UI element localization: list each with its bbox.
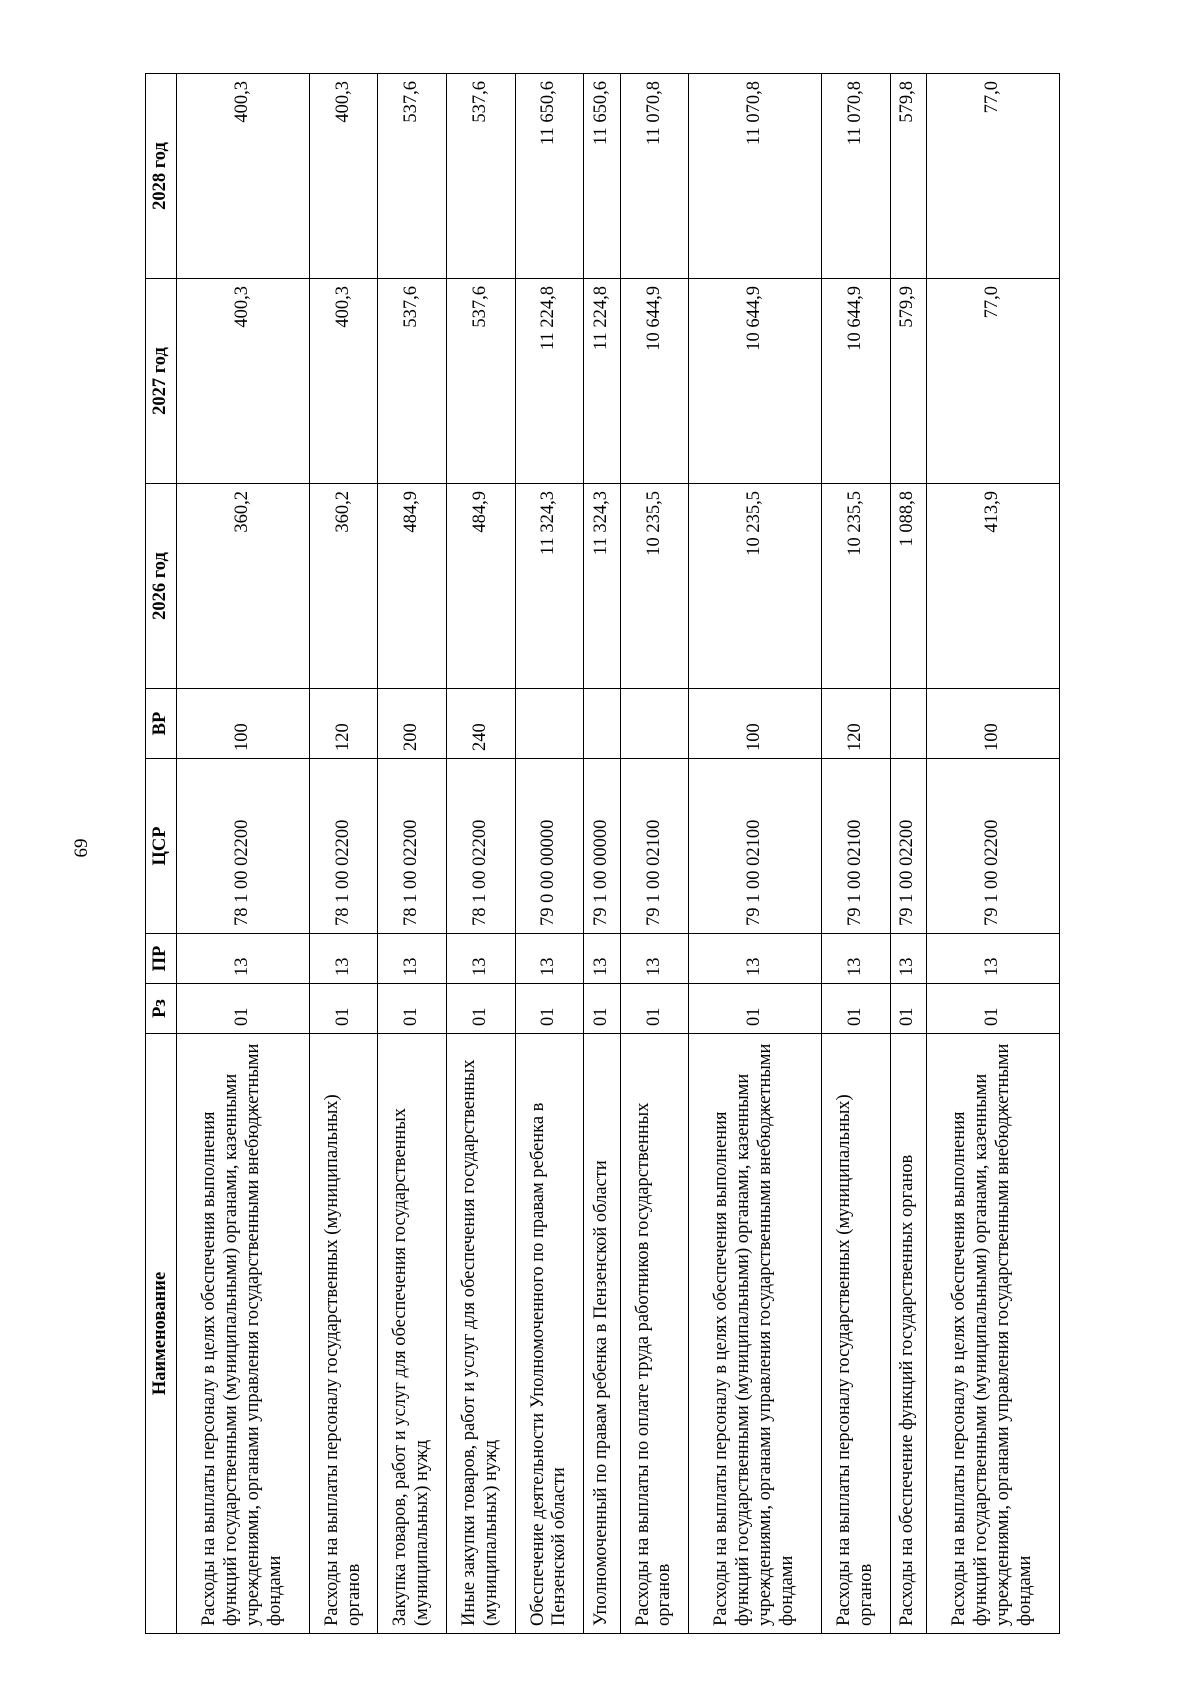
cell-pr: 13 [890,934,927,984]
cell-name: Расходы на выплаты по оплате труда работников государственных органов [620,1034,689,1634]
cell-2027: 11 224,8 [515,279,584,484]
table-row [378,74,447,1634]
cell-2026: 484,9 [446,484,515,689]
cell-2028: 537,6 [446,74,515,279]
cell-vr: 240 [446,689,515,759]
cell-pr: 13 [927,934,1060,984]
cell-rz: 01 [620,984,689,1034]
cell-2028: 579,8 [890,74,927,279]
cell-rz: 01 [890,984,927,1034]
cell-2028: 400,3 [177,74,310,279]
cell-name: Расходы на выплаты персоналу в целях обеспечения выполнения функций государственными (муниципальными) органами, казенными учреждениями, органами управления государственными внебюджетными фондами [689,1034,822,1634]
cell-2027: 10 644,9 [620,279,689,484]
table-row [689,74,822,1634]
table-row [822,74,891,1634]
cell-2026: 360,2 [177,484,310,689]
table-row [309,74,378,1634]
cell-vr: 120 [822,689,891,759]
cell-2027: 10 644,9 [822,279,891,484]
cell-2028: 77,0 [927,74,1060,279]
table-container [145,74,1060,1634]
cell-name: Обеспечение деятельности Уполномоченного по правам ребенка в Пензенской области [515,1034,584,1634]
cell-pr: 13 [584,934,621,984]
cell-name: Расходы на выплаты персоналу государственных (муниципальных) органов [822,1034,891,1634]
header-2026: 2026 год [146,484,177,689]
cell-rz: 01 [446,984,515,1034]
cell-vr: 200 [378,689,447,759]
cell-name: Иные закупки товаров, работ и услуг для обеспечения государственных (муниципальных) нужд [446,1034,515,1634]
cell-csr: 78 1 00 02200 [177,759,310,934]
cell-2027: 537,6 [446,279,515,484]
cell-2027: 11 224,8 [584,279,621,484]
header-csr: ЦСР [146,759,177,934]
cell-2028: 11 070,8 [822,74,891,279]
cell-2026: 11 324,3 [515,484,584,689]
cell-csr: 78 1 00 02200 [378,759,447,934]
cell-vr [584,689,621,759]
cell-name: Расходы на выплаты персоналу в целях обеспечения выполнения функций государственными (муниципальными) органами, казенными учреждениями, органами управления государственными внебюджетными фондами [927,1034,1060,1634]
cell-2026: 484,9 [378,484,447,689]
cell-rz: 01 [515,984,584,1034]
cell-rz: 01 [309,984,378,1034]
cell-pr: 13 [378,934,447,984]
cell-csr: 79 1 00 02200 [890,759,927,934]
cell-2027: 579,9 [890,279,927,484]
cell-2026: 11 324,3 [584,484,621,689]
cell-vr [620,689,689,759]
header-vr: ВР [146,689,177,759]
cell-2026: 10 235,5 [822,484,891,689]
cell-2028: 11 650,6 [515,74,584,279]
cell-2027: 400,3 [309,279,378,484]
cell-vr [890,689,927,759]
cell-2028: 537,6 [378,74,447,279]
cell-2026: 1 088,8 [890,484,927,689]
cell-csr: 78 1 00 02200 [309,759,378,934]
cell-pr: 13 [515,934,584,984]
cell-name: Расходы на выплаты персоналу в целях обеспечения выполнения функций государственными (муниципальными) органами, казенными учреждениями, органами управления государственными внебюджетными фондами [177,1034,310,1634]
cell-vr: 100 [927,689,1060,759]
budget-table [145,73,1060,1634]
cell-rz: 01 [689,984,822,1034]
cell-rz: 01 [584,984,621,1034]
cell-2028: 11 070,8 [620,74,689,279]
cell-2027: 77,0 [927,279,1060,484]
cell-vr: 100 [177,689,310,759]
cell-vr: 120 [309,689,378,759]
cell-2027: 400,3 [177,279,310,484]
cell-2027: 537,6 [378,279,447,484]
table-row [927,74,1060,1634]
page-number: 69 [71,838,92,858]
cell-2026: 360,2 [309,484,378,689]
cell-csr: 79 1 00 02100 [620,759,689,934]
cell-pr: 13 [689,934,822,984]
cell-csr: 78 1 00 02200 [446,759,515,934]
header-rz: Рз [146,984,177,1034]
cell-pr: 13 [446,934,515,984]
cell-pr: 13 [309,934,378,984]
cell-vr [515,689,584,759]
cell-rz: 01 [822,984,891,1034]
header-2028: 2028 год [146,74,177,279]
cell-name: Расходы на обеспечение функций государственных органов [890,1034,927,1634]
header-2027: 2027 год [146,279,177,484]
cell-rz: 01 [378,984,447,1034]
table-row [890,74,927,1634]
cell-2028: 400,3 [309,74,378,279]
cell-name: Закупка товаров, работ и услуг для обеспечения государственных (муниципальных) нужд [378,1034,447,1634]
table-row [446,74,515,1634]
cell-csr: 79 1 00 02200 [927,759,1060,934]
cell-name: Уполномоченный по правам ребенка в Пензенской области [584,1034,621,1634]
cell-2027: 10 644,9 [689,279,822,484]
cell-csr: 79 1 00 00000 [584,759,621,934]
header-pr: ПР [146,934,177,984]
cell-2028: 11 070,8 [689,74,822,279]
cell-rz: 01 [927,984,1060,1034]
cell-csr: 79 1 00 02100 [689,759,822,934]
header-name: Наименование [146,1034,177,1634]
cell-pr: 13 [177,934,310,984]
cell-pr: 13 [822,934,891,984]
cell-csr: 79 0 00 00000 [515,759,584,934]
cell-pr: 13 [620,934,689,984]
table-row [620,74,689,1634]
cell-rz: 01 [177,984,310,1034]
cell-csr: 79 1 00 02100 [822,759,891,934]
cell-2026: 10 235,5 [689,484,822,689]
table-row [584,74,621,1634]
cell-2026: 413,9 [927,484,1060,689]
cell-2026: 10 235,5 [620,484,689,689]
table-row [515,74,584,1634]
cell-vr: 100 [689,689,822,759]
cell-name: Расходы на выплаты персоналу государственных (муниципальных) органов [309,1034,378,1634]
table-row [177,74,310,1634]
cell-2028: 11 650,6 [584,74,621,279]
header-row [146,74,177,1634]
